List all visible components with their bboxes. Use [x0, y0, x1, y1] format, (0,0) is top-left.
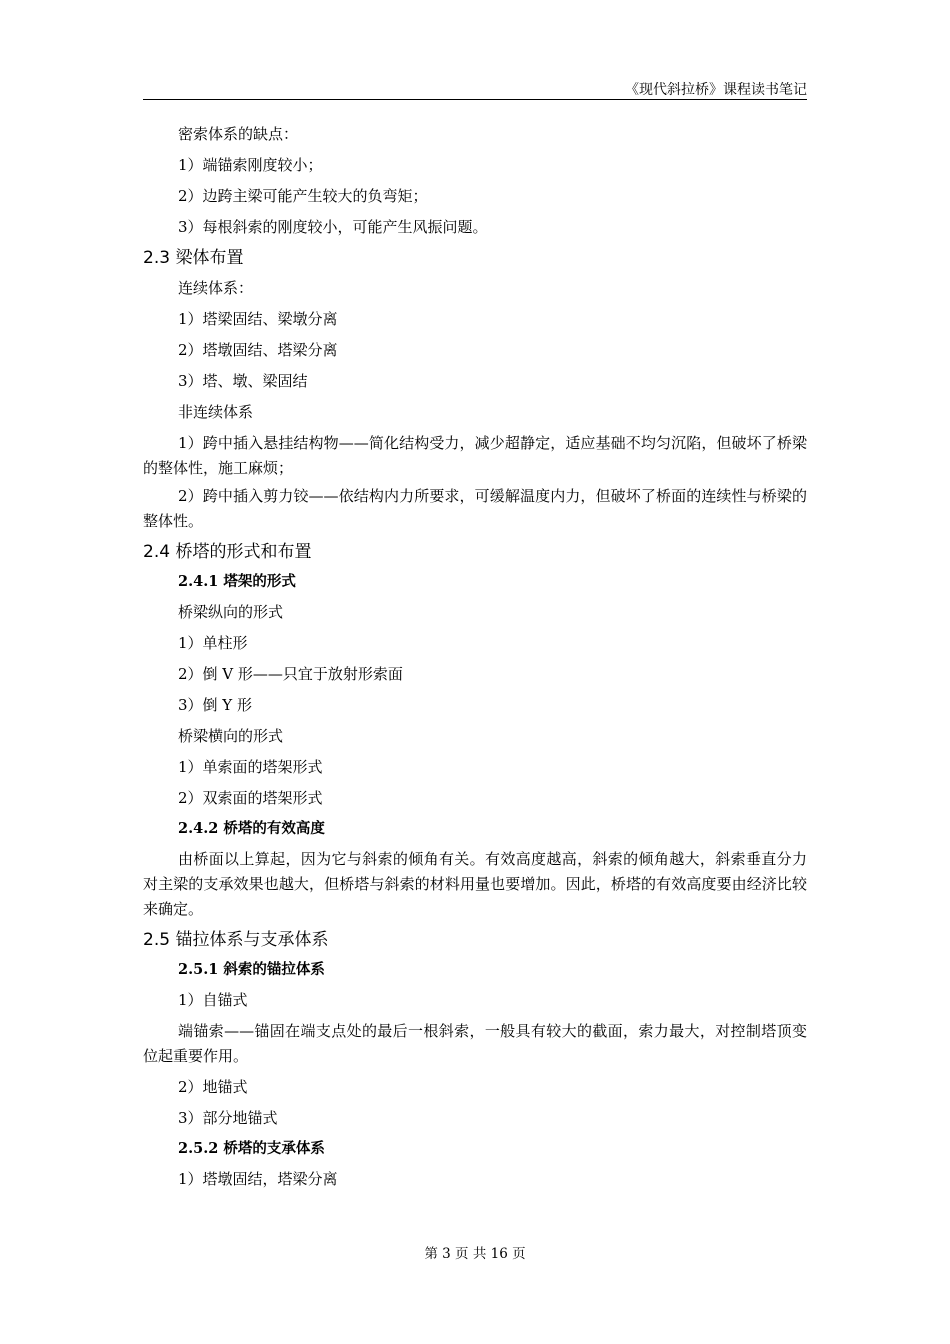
list-item: 3）塔、墩、梁固结 [178, 372, 308, 390]
list-item: 2）塔墩固结、塔梁分离 [178, 341, 338, 359]
list-item: 2）倒 V 形——只宜于放射形索面 [178, 665, 403, 683]
list-item: 3）倒 Y 形 [178, 696, 252, 714]
paragraph: 桥梁横向的形式 [178, 727, 284, 745]
paragraph: 2）跨中插入剪力铰——依结构内力所要求，可缓解温度内力，但破坏了桥面的连续性与桥梁的整体性。 [143, 487, 807, 530]
list-item: 1）自锚式 [178, 991, 248, 1009]
header-rule [143, 99, 807, 100]
list-item: 3）每根斜索的刚度较小，可能产生风振问题。 [178, 218, 488, 236]
paragraph: 非连续体系 [178, 403, 254, 421]
section-heading: 2.5 锚拉体系与支承体系 [143, 930, 329, 950]
paragraph: 桥梁纵向的形式 [178, 603, 284, 621]
subsection-heading: 2.5.1 斜索的锚拉体系 [178, 961, 325, 978]
list-item: 2）边跨主梁可能产生较大的负弯矩； [178, 187, 428, 205]
paragraph: 端锚索——锚固在端支点处的最后一根斜索，一般具有较大的截面，索力最大，对控制塔顶变位起重要作用。 [143, 1022, 807, 1065]
subsection-heading: 2.4.1 塔架的形式 [178, 573, 296, 590]
list-item: 1）单柱形 [178, 634, 248, 652]
running-header: 《现代斜拉桥》课程读书笔记 [625, 82, 807, 98]
section-heading: 2.4 桥塔的形式和布置 [143, 542, 312, 562]
section-heading: 2.3 梁体布置 [143, 248, 244, 268]
page-number: 第 3 页 共 16 页 [424, 1246, 526, 1262]
list-item: 1）塔梁固结、梁墩分离 [178, 310, 338, 328]
paragraph: 1）跨中插入悬挂结构物——简化结构受力，减少超静定，适应基础不均匀沉陷，但破坏了桥梁的整体性，施工麻烦； [143, 434, 807, 477]
subsection-heading: 2.5.2 桥塔的支承体系 [178, 1140, 325, 1157]
list-item: 1）塔墩固结，塔梁分离 [178, 1170, 338, 1188]
list-item: 3）部分地锚式 [178, 1109, 278, 1127]
page-body [143, 119, 807, 1195]
paragraph: 由桥面以上算起，因为它与斜索的倾角有关。有效高度越高，斜索的倾角越大，斜索垂直分力对主梁的支承效果也越大，但桥塔与斜索的材料用量也要增加。因此，桥塔的有效高度要由经济比较来确定。 [143, 850, 807, 918]
list-item: 1）端锚索刚度较小； [178, 156, 323, 174]
subsection-heading: 2.4.2 桥塔的有效高度 [178, 820, 325, 837]
list-item: 1）单索面的塔架形式 [178, 758, 323, 776]
paragraph: 密索体系的缺点： [178, 125, 299, 143]
paragraph: 连续体系： [178, 279, 254, 297]
list-item: 2）地锚式 [178, 1078, 248, 1096]
list-item: 2）双索面的塔架形式 [178, 789, 323, 807]
